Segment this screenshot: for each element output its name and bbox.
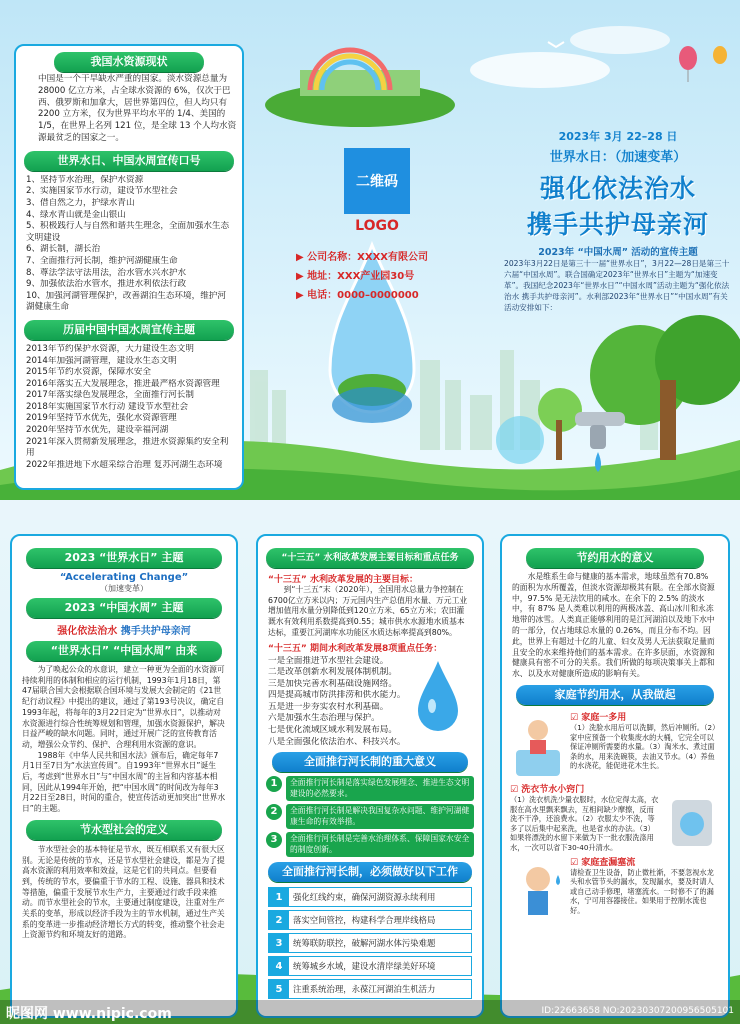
list-item: 2015年节约水资源，保障水安全 — [26, 367, 151, 378]
check-icon: ☑ — [570, 712, 582, 723]
list-item: 10、加强河湖管理保护，改善湖泊生态环境，维护河湖健康生命 — [26, 290, 226, 313]
heading-themes: 历届中国中国水周宣传主题 — [24, 320, 234, 340]
list-item: 2020年坚持节水优先，建设幸福河湖 — [26, 425, 169, 436]
slogan-list — [16, 175, 242, 314]
list-item: 5、积极践行人与自然和谐共生理念，全面加强水生态文明建设 — [26, 221, 230, 243]
saving-meaning-text: 水是维系生命与健康的基本需求，地球虽然有70.8% 的面积为水所覆盖，但淡水资源却极其有限。在全部水资源中，97.5% 是无法饮用的咸水。在余下的 2.5% 的淡水中，有 87% 是人类难以利用的两极冰盖、高山冰川和永冻地带的冰雪。人类真正能够利用的是江河湖泊以及地下水中的一部分，仅占地球总水量的 0.26%，而且分布不均。因此，世界上有超过十亿的儿童、妇女及男人无法获取足量而且安全的水来维持他们的基本需求。在许多层面，水资源和健康具有密不可分的关系。我们所做的每项决策事关上都和水、以及水对健康所造成的影响有关。 — [512, 572, 715, 679]
heading-china-water-week: 2023 “中国水周” 主题 — [26, 598, 222, 618]
meaning-list — [258, 776, 482, 857]
cover-date: 2023年 3月 22–28 日 — [558, 130, 678, 143]
list-item: 5 注重系统治理，永葆江河湖泊生机活力 — [268, 979, 472, 999]
list-item: 2019年坚持节水优先，强化水资源管理 — [26, 413, 177, 424]
list-item: 2、实施国家节水行动，建设节水型社会 — [26, 186, 178, 197]
list-item: 2 落实空间管控，构建科学合理岸线格局 — [268, 910, 472, 930]
cover-subtitle: 世界水日：（加速变革） — [549, 150, 687, 165]
list-item: 8、尊法学法守法用法，治水管水兴水护水 — [26, 267, 187, 278]
water-drop-icon — [408, 656, 468, 736]
tip-3 — [510, 855, 720, 925]
list-item: 2013年节约保护水资源，大力建设生态文明 — [26, 343, 194, 354]
list-item: 3 全面推行河长制是完善水治理体系、保障国家水安全的制度创新。 — [266, 832, 474, 857]
list-item: 八是全面强化依法治水、科技兴水。 — [268, 736, 406, 747]
heading-saving-meaning: 节约用水的意义 — [526, 548, 704, 568]
task-list — [258, 656, 408, 749]
inner-sheet — [0, 520, 740, 1024]
heading-goals: “十三五” 水利改革发展主要目标和重点任务 — [266, 548, 474, 568]
origin-text-1: 为了唤起公众的水意识，建立一种更为全面的水资源可持续利用的体制和相应的运行机制，1993年1月18日，第47届联合国大会根据联合国环境与发展大会制定的《21世纪行动议程》中提出的建议，通过了第193号决议，确定自1993年起，将每年的3月22日定为“世界水日”，以推动对水资源进行综合性统筹规划和管理，加强水资源保护，解决日益严峻的缺水问题。同时，通过开展广泛的宣传教育活动，增强公众节约、保护、合理利用水资源的意识。 — [22, 665, 225, 749]
heading-slogans: 世界水日、中国水周宣传口号 — [24, 151, 234, 171]
work-list — [258, 887, 482, 999]
list-item: 9、加强依法治水管水，推进水利依法行政 — [26, 279, 187, 290]
logo-placeholder: LOGO — [355, 218, 399, 234]
bullet-icon: ▶ — [296, 290, 308, 301]
task-title: “十三五” 期间水利改革发展8项重点任务： — [268, 643, 443, 654]
saving-panel — [500, 534, 730, 1018]
list-item: 七是优化流域区域水利发展布局。 — [268, 725, 397, 736]
list-item: 4、绿水青山就是金山银山 — [26, 209, 126, 220]
list-item: 1 强化红线约束，确保河湖资源永续利用 — [268, 887, 472, 907]
list-item: 3、借自然之力，护绿水青山 — [26, 197, 135, 208]
list-item: 7、全面推行河长制，维护河湖健康生命 — [26, 255, 178, 266]
water-status-panel — [14, 44, 244, 490]
list-item: 2021年深入贯彻新发展理念，推进水资源集约安全利用 — [26, 436, 229, 459]
heading-family-saving: 家庭节约用水，从我做起 — [516, 685, 714, 705]
week-theme: 强化依法治水 携手共护母亲河 — [57, 626, 191, 637]
tip-2-title: ☑ 洗衣节水小窍门 — [510, 784, 585, 795]
number-badge: 3 — [266, 832, 282, 848]
heading-required-work: 全面推行河长制，必须做好以下工作 — [268, 862, 472, 882]
heading-river-chief-meaning: 全面推行河长制的重大意义 — [272, 752, 468, 772]
accel-translation: （加速变革） — [100, 584, 148, 593]
tips-block — [502, 710, 728, 925]
bullet-icon: ▶ — [296, 252, 308, 263]
list-item: 2022年推进地下水超采综合治理 复苏河湖生态环境 — [26, 459, 223, 470]
cover-block — [496, 128, 740, 258]
tip-2-text: （1）洗衣机洗少量衣服时，水位定得太高，衣服在高水里飘来飘去，互相间缺少摩擦，反而洗不干净，还浪费水。（2）衣服太少不洗，等多了以后集中起来洗，也是省水的办法。（3）如果将漂洗的水留下来做为下一批衣服洗涤用水，一次可以省下30-40升清水。 — [510, 794, 659, 852]
definition-text: 节水型社会的基本特征是节水，既互相联系又有很大区别。无论是传统的节水，还是节水型社会建设，都是为了提高水资源的利用效率和效益，这是它们的共同点。但要看到，传统的节水，要偏重于节水的工程、设施、器具和技术等措施，偏重于发展节水生产力，主要通过行政手段来推动。而节水型社会的节水，主要通过制度建设，注重对生产关系的变革，形成以经济手段为主的节水机制，通过生产关系的变革进一步推动经济增长方式的转变，推动整个社会走上资源节约和环境友好的道路。 — [22, 844, 225, 940]
theme-panel — [10, 534, 238, 1018]
list-item: 3 统筹联防联控，破解河湖水体污染难题 — [268, 933, 472, 953]
goal-text: 到“十三五”末（2020年），全国用水总量力争控制在6700亿立方米以内；万元国内生产总值用水量、万元工业增加值用水量分别降低到120立方米、65立方米；农田灌溉水有效利用系数提高到0.55；城市供水水源地水质基本达标，重要江河湖库水功能区水质达标率提高到80%。 — [268, 585, 468, 637]
goal-title: “十三五” 水利改革发展的主要目标： — [268, 575, 418, 585]
tip-3-text: 请检查卫生设备，防止微杜渐，不要忽视水龙头和水管节头的漏水，发现漏水，要及时请人或自己动手修理，堵塞流水。一时修不了的漏水，宁可用容器接住。如果用于控制水流也好。 — [570, 867, 714, 915]
list-item: 6、湖长制，湖长治 — [26, 244, 101, 255]
list-item: 1 全面推行河长制是落实绿色发展理念、推进生态文明建设的必然要求。 — [266, 776, 474, 801]
goals-panel — [256, 534, 484, 1018]
washing-icon — [510, 710, 566, 780]
tip-1-title: ☑ 家庭一多用 — [570, 712, 627, 723]
tip-1-text: （1）洗脸水用后可以洗脚，然后冲厕所。（2）家中应预备一个收集废水的大桶，它完全可以保证冲厕所需要的水量。（3）淘米水、煮过面条的水，用来洗碗筷，去油又节水。（4）养鱼的水浇花，能促进花木生长。 — [570, 722, 720, 771]
number-badge: 2 — [266, 804, 282, 820]
cover-theme-line: 2023年 “中国水周” 活动的宣传主题 — [538, 247, 698, 258]
list-item: 四是提高城市防洪排涝和供水能力。 — [268, 690, 406, 701]
origin-text-2: 1988年《中华人民共和国水法》颁布后，确定每年7月1日至7日为“水法宣传周”。自1993年“世界水日”诞生后，考虑到“世界水日”与“中国水周”的主旨和内容基本相同，因此从1994年开始，把“中国水周”的时间改为每年3月22日至28日，时间的重合，使宣传活动更加突出“世界水日”的主题。 — [22, 750, 226, 814]
tip-3-title: ☑ 家庭查漏塞流 — [570, 857, 636, 868]
watermark-site: 昵图网 www.nipic.com — [6, 1006, 172, 1022]
outer-sheet — [0, 0, 740, 500]
laundry-icon — [664, 782, 720, 852]
company-name: ▶ 公司名称：XXXX有限公司 — [296, 252, 429, 263]
number-badge: 1 — [266, 776, 282, 792]
check-icon: ☑ — [570, 857, 582, 868]
theme-list — [16, 344, 242, 472]
accel-title: “Accelerating Change” — [59, 572, 189, 583]
list-item: 2 全面推行河长制是解决我国复杂水问题、维护河湖健康生命的有效举措。 — [266, 804, 474, 829]
heading-origin: “世界水日” “中国水周” 由来 — [26, 641, 222, 661]
watermark-bar — [0, 1000, 740, 1024]
list-item: 1、坚持节水治理，保护水资源 — [26, 174, 144, 185]
contact-block — [296, 248, 486, 305]
tip-1 — [510, 710, 720, 780]
list-item: 2016年落实五大发展理念，推进最严格水资源管理 — [26, 378, 220, 389]
list-item: 2018年实施国家节水行动 建设节水型社会 — [26, 401, 189, 412]
list-item: 2017年落实绿色发展理念，全面推行河长制 — [26, 390, 194, 401]
list-item: 一是全面推进节水型社会建设。 — [268, 655, 389, 666]
heading-water-status: 我国水资源现状 — [54, 52, 204, 72]
heading-world-water-day: 2023 “世界水日” 主题 — [26, 548, 222, 568]
list-item: 五是进一步夯实农村水利基础。 — [268, 701, 389, 712]
watermark-id: ID:22663658 NO:20230307200956505101 — [541, 1006, 734, 1016]
company-phone: ▶ 电话：0000–0000000 — [296, 290, 419, 301]
cover-intro: 2023年3月22日是第三十一届“世界水日”，3月22—28日是第三十六届“中国水周”。联合国确定2023年“世界水日”主题为“加速变革”。我国纪念2023年“世界水日”“中国水周”活动主题为“强化依法治水 携手共护母亲河”。水利部2023年“世界水日”“中国水周”有关活动安排如下： — [504, 259, 730, 312]
tip-2 — [510, 782, 720, 853]
company-address: ▶ 地址：XXX产业园30号 — [296, 271, 415, 282]
list-item: 三是加快完善水利基础设施网络。 — [268, 678, 397, 689]
list-item: 4 统筹城乡水域，建设水清岸绿美好环境 — [268, 956, 472, 976]
list-item: 2014年加强河湖管理，建设水生态文明 — [26, 355, 177, 366]
cover-title-1: 强化依法治水 — [539, 174, 696, 203]
check-icon: ☑ — [510, 784, 522, 795]
list-item: 二是改革创新水利发展体制机制。 — [268, 667, 397, 678]
bullet-icon: ▶ — [296, 271, 308, 282]
list-item: 六是加强水生态治理与保护。 — [268, 713, 380, 724]
cover-title-2: 携手共护母亲河 — [526, 210, 709, 239]
water-status-text: 中国是一个干旱缺水严重的国家。淡水资源总量为 28000 亿立方米，占全球水资源的 6%，仅次于巴西、俄罗斯和加拿大，居世界第四位，但人均只有 2200 立方米，仅为世界平均水平的 1/4、美国的 1/5，在世界上名列 121 位，是全球 13 个人均水资源最贫乏的国家之一。 — [38, 74, 237, 143]
heading-definition: 节水型社会的定义 — [26, 820, 222, 840]
leak-check-icon — [510, 855, 566, 925]
qr-code-placeholder: 二维码 — [344, 148, 410, 214]
